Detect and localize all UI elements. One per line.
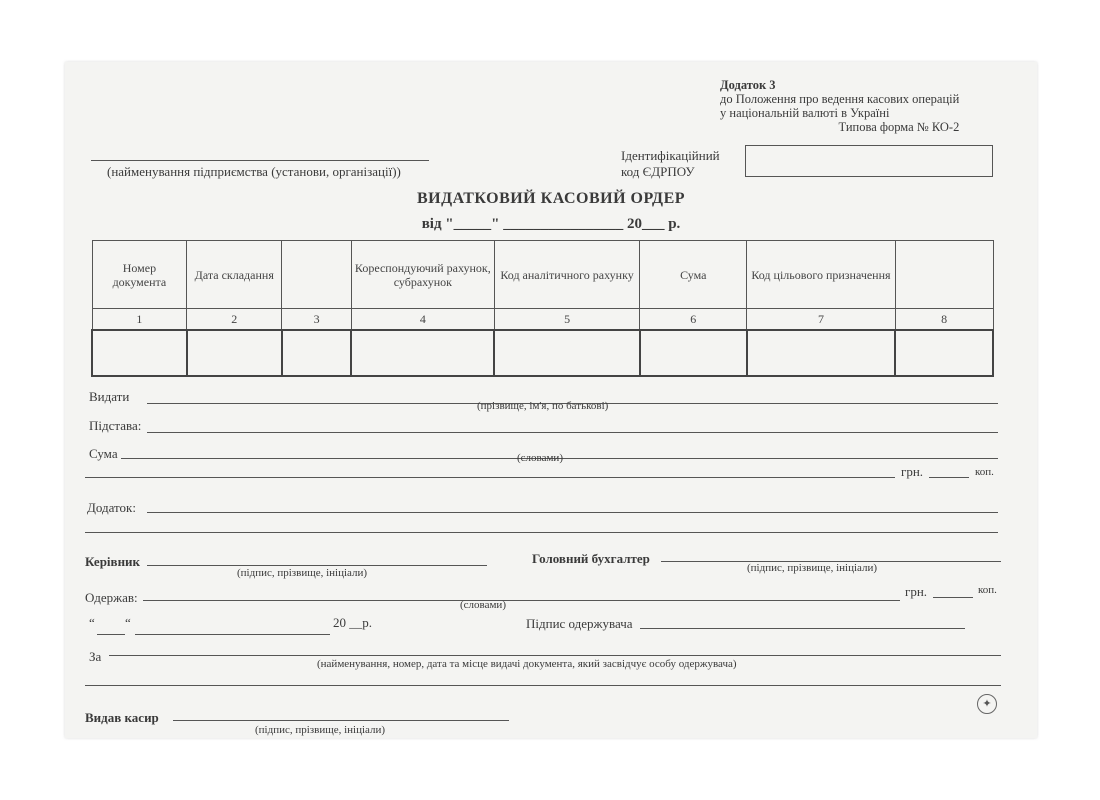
column-number: 8: [895, 309, 993, 331]
table-data-row: [92, 330, 993, 376]
basis-line[interactable]: [147, 432, 998, 433]
document-basis-line-2[interactable]: [85, 685, 1001, 686]
column-number: 5: [494, 309, 640, 331]
amount-kop-line[interactable]: [929, 477, 969, 478]
chief-accountant-caption: (підпис, прізвище, ініціали): [747, 562, 878, 574]
edrpou-code-field[interactable]: [745, 145, 993, 177]
cashier-caption: (підпис, прізвище, ініціали): [255, 724, 386, 736]
appendix-line-1: до Положення про ведення касових операцій: [720, 92, 960, 106]
column-number: 1: [92, 309, 187, 331]
org-name-line[interactable]: [91, 160, 429, 161]
table-header-row: [92, 241, 993, 309]
header-date: Дата складання: [187, 241, 282, 309]
chief-accountant-label: Головний бухгалтер: [532, 551, 650, 566]
appendix-note: [720, 78, 960, 134]
cash-order-form: [65, 62, 1037, 738]
header-col-3: [282, 241, 352, 309]
header-sum: Сума: [640, 241, 747, 309]
received-kop-line[interactable]: [933, 597, 973, 598]
amount-label: Сума: [89, 446, 118, 461]
basis-label: Підстава:: [89, 418, 142, 433]
column-number: 7: [747, 309, 896, 331]
form-type: Типова форма № КО-2: [838, 120, 960, 134]
column-number: 4: [351, 309, 494, 331]
recipient-signature-line[interactable]: [640, 628, 965, 629]
data-cell-col-8[interactable]: [895, 330, 993, 376]
date-quote-open: “: [89, 615, 95, 630]
received-caption: (словами): [460, 599, 506, 611]
data-cell-date[interactable]: [187, 330, 282, 376]
edrpou-label: Ідентифікаційний код ЄДРПОУ: [621, 148, 720, 179]
attachment-line[interactable]: [147, 512, 998, 513]
date-month-line[interactable]: [135, 634, 330, 635]
received-label: Одержав:: [85, 590, 138, 605]
document-basis-label: За: [89, 649, 102, 664]
column-number: 2: [187, 309, 282, 331]
document-date[interactable]: від "_____" ________________ 20___ р.: [421, 216, 681, 232]
recipient-signature-label: Підпис одержувача: [526, 616, 633, 631]
column-number: 6: [640, 309, 747, 331]
amount-kop-label: коп.: [975, 466, 994, 478]
cashier-signature-line[interactable]: [173, 720, 509, 721]
director-caption: (підпис, прізвище, ініціали): [237, 567, 368, 579]
data-cell-doc-number[interactable]: [92, 330, 187, 376]
received-kop-label: коп.: [978, 584, 997, 596]
document-basis-line[interactable]: [109, 655, 1001, 656]
received-uah-label: грн.: [905, 584, 928, 599]
header-purpose-code: Код цільового призначення: [747, 241, 896, 309]
amount-uah-label: грн.: [901, 464, 924, 479]
appendix-line-2: у національній валюті в Україні: [720, 106, 890, 120]
data-cell-sum[interactable]: [640, 330, 747, 376]
pay-to-label: Видати: [89, 389, 130, 404]
document-basis-caption: (найменування, номер, дата та місце видачі документа, який засвідчує особу одержувача): [317, 658, 737, 670]
cashier-label: Видав касир: [85, 710, 159, 725]
document-title: ВИДАТКОВИЙ КАСОВИЙ ОРДЕР: [416, 190, 686, 207]
received-line[interactable]: [143, 600, 900, 601]
director-label: Керівник: [85, 554, 141, 569]
org-name-caption: (найменування підприємства (установи, організації)): [107, 164, 401, 179]
order-table: [91, 240, 994, 377]
appendix-title: Додаток 3: [720, 78, 776, 92]
table-number-row: [92, 309, 993, 331]
data-cell-purpose-code[interactable]: [747, 330, 896, 376]
header-col-8: [895, 241, 993, 309]
header-corr-account: Кореспондуючий рахунок, субрахунок: [351, 241, 494, 309]
data-cell-corr-account[interactable]: [351, 330, 494, 376]
publisher-logo-icon: ✦: [977, 694, 997, 714]
header-analytic-code: Код аналітичного рахунку: [494, 241, 640, 309]
data-cell-analytic-code[interactable]: [494, 330, 640, 376]
pay-to-caption: (прізвище, ім'я, по батькові): [477, 400, 609, 412]
data-cell-col-3[interactable]: [282, 330, 352, 376]
header-doc-number: Номер документа: [92, 241, 187, 309]
amount-line-2[interactable]: [85, 477, 895, 478]
column-number: 3: [282, 309, 352, 331]
date-year[interactable]: 20 __р.: [333, 615, 372, 630]
attachment-label: Додаток:: [87, 500, 136, 515]
director-signature-line[interactable]: [147, 565, 487, 566]
amount-caption: (словами): [517, 452, 563, 464]
date-quote-close: “: [125, 615, 131, 630]
date-day-line[interactable]: [97, 634, 125, 635]
attachment-line-2[interactable]: [85, 532, 998, 533]
